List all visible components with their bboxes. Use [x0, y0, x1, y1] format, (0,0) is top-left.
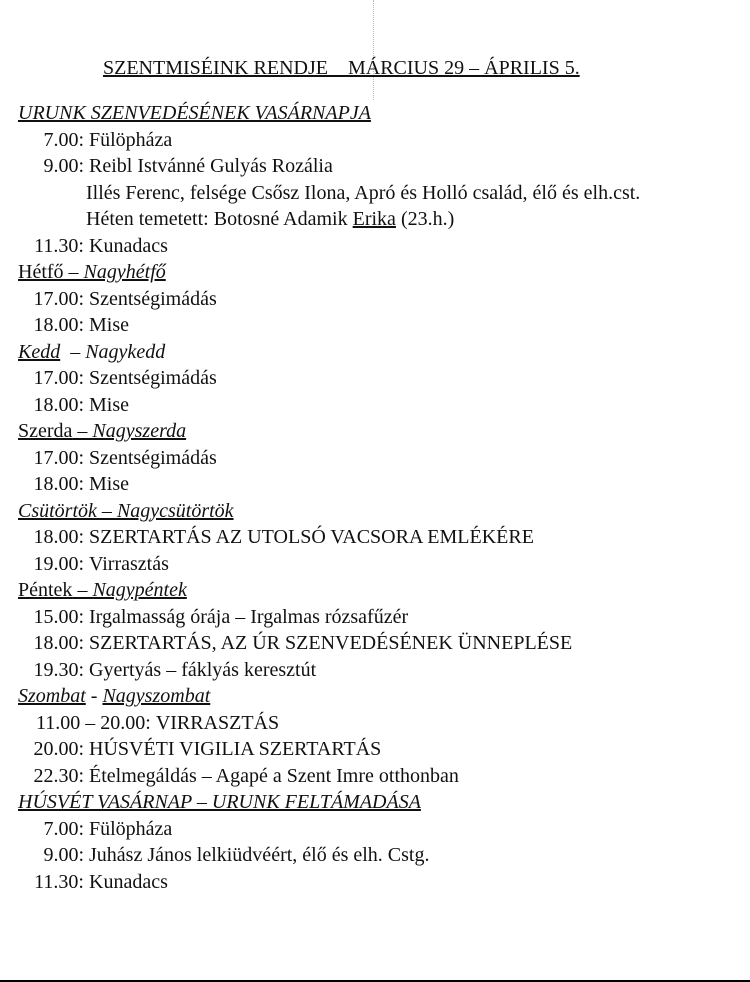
- day-separator: -: [85, 685, 103, 707]
- time: 7.00:: [43, 128, 84, 151]
- schedule-row: [18, 604, 743, 631]
- feast-name: Nagypéntek: [92, 579, 187, 601]
- event-text: SZERTARTÁS AZ UTOLSÓ VACSORA EMLÉKÉRE: [89, 526, 534, 548]
- day-separator: –: [60, 340, 86, 363]
- day-heading-friday: [18, 577, 743, 604]
- time: 18.00:: [33, 314, 84, 336]
- event-text: Szentségimádás: [89, 287, 217, 310]
- time: 17.00:: [33, 446, 84, 469]
- event-text: Ételmegáldás – Agapé a Szent Imre otthonban: [89, 764, 459, 787]
- day-name: Hétfő: [18, 261, 64, 283]
- time: 15.00:: [33, 605, 84, 628]
- schedule-row: [18, 524, 743, 551]
- day-name: Szerda: [18, 420, 73, 442]
- day-heading-thursday: Csütörtök – Nagycsütörtök: [18, 499, 234, 522]
- event-text: Irgalmasság órája – Irgalmas rózsafűzér: [89, 605, 409, 628]
- event-text: Kunadacs: [89, 870, 168, 893]
- feast-name: Nagyszombat: [102, 685, 211, 707]
- intention-text: Héten temetett: Botosné Adamik: [86, 208, 353, 230]
- day-name: Szombat: [18, 685, 86, 707]
- time: 18.00:: [33, 393, 84, 416]
- time: 11.00 – 20.00:: [36, 711, 151, 734]
- day-name: Péntek: [18, 579, 73, 601]
- event-text: Virrasztás: [89, 552, 169, 575]
- time: 17.00:: [33, 367, 84, 389]
- feast-name: Nagykedd: [85, 340, 166, 363]
- intention-name: Erika: [352, 208, 396, 230]
- time: 18.00:: [33, 473, 84, 495]
- schedule-row: [18, 471, 743, 498]
- time: 20.00:: [33, 738, 84, 760]
- event-text: Reibl Istvánné Gulyás Rozália: [89, 155, 333, 177]
- day-separator: –: [72, 420, 93, 442]
- day-heading-saturday: [18, 683, 743, 710]
- event-text: HÚSVÉTI VIGILIA SZERTARTÁS: [89, 738, 382, 760]
- intention-continued: Illés Ferenc, felsége Csősz Ilona, Apró és Holló család, élő és elh.cst.: [86, 181, 641, 204]
- schedule-row: [18, 551, 743, 578]
- event-text: VIRRASZTÁS: [155, 711, 280, 734]
- schedule-row: [18, 445, 743, 472]
- intention-text: (23.h.): [395, 208, 455, 230]
- event-text: Szentségimádás: [89, 367, 217, 389]
- day-separator: –: [63, 261, 84, 283]
- time: 18.00:: [33, 632, 84, 654]
- day-heading-tuesday: [18, 339, 743, 366]
- time: 18.00:: [33, 526, 84, 548]
- day-heading-easter: HÚSVÉT VASÁRNAP – URUNK FELTÁMADÁSA: [18, 791, 421, 813]
- schedule-row: [18, 763, 743, 790]
- page-guide-line: [373, 0, 374, 100]
- page-title: SZENTMISÉINK RENDJE MÁRCIUS 29 – ÁPRILIS 5.: [103, 57, 580, 79]
- event-text: Fülöpháza: [89, 817, 173, 840]
- schedule-content: [18, 100, 743, 895]
- event-text: Juhász János lelkiüdvéért, élő és elh. Cstg.: [89, 844, 430, 866]
- event-text: SZERTARTÁS, AZ ÚR SZENVEDÉSÉNEK ÜNNEPLÉSE: [89, 632, 573, 654]
- day-name: Kedd: [18, 340, 61, 363]
- schedule-row: [18, 127, 743, 154]
- event-text: Fülöpháza: [89, 128, 173, 151]
- intention-continued: [18, 206, 743, 233]
- event-text: Mise: [89, 314, 129, 336]
- time: 9.00:: [43, 844, 84, 866]
- event-text: Kunadacs: [89, 234, 168, 257]
- time: 11.30:: [34, 870, 84, 893]
- time: 19.30:: [33, 658, 84, 681]
- schedule-row: [18, 392, 743, 419]
- event-text: Gyertyás – fáklyás keresztút: [89, 658, 317, 681]
- schedule-row: [18, 657, 743, 684]
- time: 11.30:: [34, 234, 84, 257]
- day-heading-monday: [18, 259, 743, 286]
- schedule-row: [18, 710, 743, 737]
- schedule-row: [18, 842, 743, 869]
- time: 17.00:: [33, 287, 84, 310]
- schedule-row: [18, 816, 743, 843]
- time: 7.00:: [43, 817, 84, 840]
- schedule-row: [18, 736, 743, 763]
- schedule-row: [18, 365, 743, 392]
- feast-name: Nagyhétfő: [83, 261, 166, 283]
- time: 22.30:: [33, 764, 84, 787]
- schedule-row: [18, 233, 743, 260]
- event-text: Mise: [89, 393, 129, 416]
- day-separator: –: [72, 579, 93, 601]
- day-heading-palm-sunday: URUNK SZENVEDÉSÉNEK VASÁRNAPJA: [18, 102, 371, 124]
- schedule-row: [18, 630, 743, 657]
- event-text: Mise: [89, 473, 129, 495]
- time: 19.00:: [33, 552, 84, 575]
- feast-name: Nagyszerda: [92, 420, 187, 442]
- event-text: Szentségimádás: [89, 446, 217, 469]
- schedule-row: [18, 286, 743, 313]
- time: 9.00:: [43, 155, 84, 177]
- day-heading-wednesday: [18, 418, 743, 445]
- schedule-row: [18, 153, 743, 180]
- schedule-row: [18, 869, 743, 896]
- schedule-row: [18, 312, 743, 339]
